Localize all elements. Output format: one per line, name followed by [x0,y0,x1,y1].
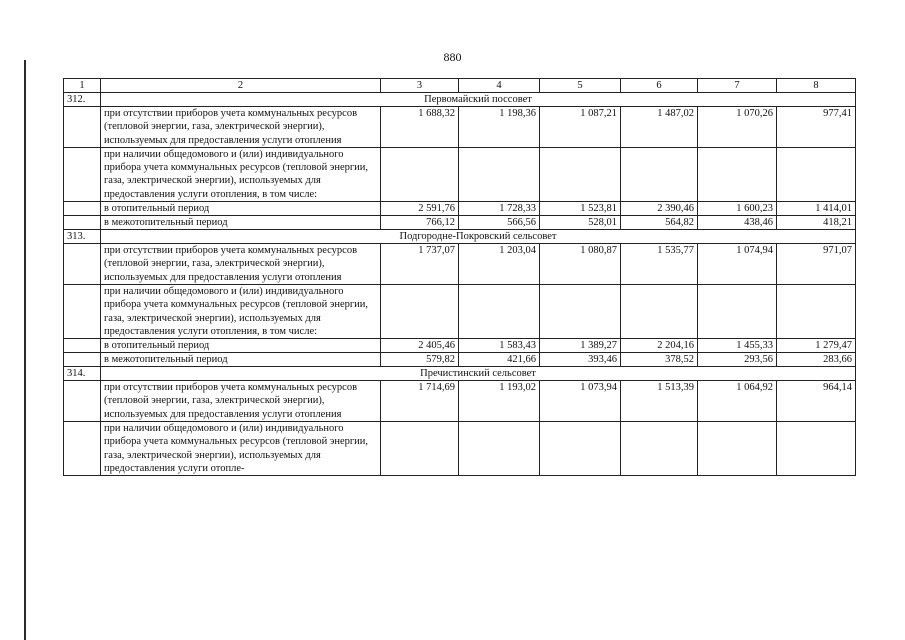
empty-cell [459,147,540,201]
empty-cell [777,284,856,338]
value-cell: 1 279,47 [777,339,856,353]
empty-cell [459,284,540,338]
value-cell: 1 073,94 [540,381,621,422]
value-cell: 1 198,36 [459,107,540,148]
value-cell: 2 204,16 [621,339,698,353]
section-index: 314. [64,367,101,381]
table-row [64,284,856,338]
value-cell: 1 513,39 [621,381,698,422]
table-row [64,339,856,353]
row-description: при наличии общедомового и (или) индивидуального прибора учета коммунальных ресурсов (тепловой энергии, газа, электрической энергии), используемых для предоставления услуги отопле- [101,422,381,476]
empty-cell [621,147,698,201]
empty-cell [64,216,101,230]
section-title: Подгородне-Покровский сельсовет [101,230,856,244]
value-cell: 1 455,33 [698,339,777,353]
row-label: в отопительный период [101,339,381,353]
table-row [64,422,856,476]
value-cell: 579,82 [381,353,459,367]
row-description: при отсутствии приборов учета коммунальных ресурсов (тепловой энергии, газа, электрической энергии), используемых для предоставления услуги отопления [101,244,381,285]
empty-cell [64,381,101,422]
section-index: 313. [64,230,101,244]
value-cell: 1 535,77 [621,244,698,285]
value-cell: 378,52 [621,353,698,367]
row-description: при отсутствии приборов учета коммунальных ресурсов (тепловой энергии, газа, электрической энергии), используемых для предоставления услуги отопления [101,381,381,422]
empty-cell [698,422,777,476]
section-title: Пречистинский сельсовет [101,367,856,381]
section-title: Первомайский поссовет [101,93,856,107]
table-row [64,353,856,367]
value-cell: 766,12 [381,216,459,230]
value-cell: 1 074,94 [698,244,777,285]
table-row [64,244,856,285]
table-row [64,202,856,216]
empty-cell [540,284,621,338]
header-cell: 1 [64,79,101,93]
empty-cell [621,284,698,338]
empty-cell [540,422,621,476]
value-cell: 1 583,43 [459,339,540,353]
empty-cell [64,244,101,285]
empty-cell [459,422,540,476]
empty-cell [621,422,698,476]
value-cell: 1 414,01 [777,202,856,216]
header-cell: 2 [101,79,381,93]
row-description: при наличии общедомового и (или) индивидуального прибора учета коммунальных ресурсов (тепловой энергии, газа, электрической энергии), используемых для предоставления услуги отопления, в том числе: [101,284,381,338]
value-cell: 977,41 [777,107,856,148]
value-cell: 2 405,46 [381,339,459,353]
value-cell: 1 737,07 [381,244,459,285]
value-cell: 283,66 [777,353,856,367]
value-cell: 564,82 [621,216,698,230]
value-cell: 566,56 [459,216,540,230]
value-cell: 1 070,26 [698,107,777,148]
value-cell: 2 390,46 [621,202,698,216]
tariff-table [63,78,856,476]
row-description: при наличии общедомового и (или) индивидуального прибора учета коммунальных ресурсов (тепловой энергии, газа, электрической энергии), используемых для предоставления услуги отопления, в том числе: [101,147,381,201]
value-cell: 964,14 [777,381,856,422]
row-description: при отсутствии приборов учета коммунальных ресурсов (тепловой энергии, газа, электрической энергии), используемых для предоставления услуги отопления [101,107,381,148]
header-cell: 3 [381,79,459,93]
empty-cell [64,422,101,476]
section-title-row [64,93,856,107]
section-index: 312. [64,93,101,107]
scan-left-edge [24,60,26,640]
value-cell: 1 087,21 [540,107,621,148]
table-row [64,381,856,422]
value-cell: 438,46 [698,216,777,230]
row-label: в отопительный период [101,202,381,216]
empty-cell [64,353,101,367]
value-cell: 1 523,81 [540,202,621,216]
header-cell: 6 [621,79,698,93]
header-cell: 5 [540,79,621,93]
value-cell: 1 487,02 [621,107,698,148]
value-cell: 2 591,76 [381,202,459,216]
value-cell: 418,21 [777,216,856,230]
value-cell: 293,56 [698,353,777,367]
section-title-row [64,367,856,381]
empty-cell [64,147,101,201]
header-cell: 7 [698,79,777,93]
value-cell: 1 389,27 [540,339,621,353]
header-cell: 8 [777,79,856,93]
value-cell: 393,46 [540,353,621,367]
page-number: 880 [443,50,462,64]
table-body [64,79,856,476]
value-cell: 1 728,33 [459,202,540,216]
empty-cell [698,284,777,338]
empty-cell [64,202,101,216]
value-cell: 1 193,02 [459,381,540,422]
row-label: в межотопительный период [101,353,381,367]
table-row [64,216,856,230]
table-row [64,107,856,148]
value-cell: 421,66 [459,353,540,367]
row-label: в межотопительный период [101,216,381,230]
table-row [64,147,856,201]
value-cell: 528,01 [540,216,621,230]
header-row [64,79,856,93]
value-cell: 1 600,23 [698,202,777,216]
empty-cell [381,284,459,338]
value-cell: 1 064,92 [698,381,777,422]
empty-cell [540,147,621,201]
empty-cell [777,147,856,201]
empty-cell [381,422,459,476]
value-cell: 1 080,87 [540,244,621,285]
empty-cell [698,147,777,201]
header-cell: 4 [459,79,540,93]
value-cell: 1 203,04 [459,244,540,285]
value-cell: 1 714,69 [381,381,459,422]
empty-cell [64,284,101,338]
empty-cell [777,422,856,476]
empty-cell [381,147,459,201]
empty-cell [64,107,101,148]
empty-cell [64,339,101,353]
section-title-row [64,230,856,244]
value-cell: 971,07 [777,244,856,285]
value-cell: 1 688,32 [381,107,459,148]
